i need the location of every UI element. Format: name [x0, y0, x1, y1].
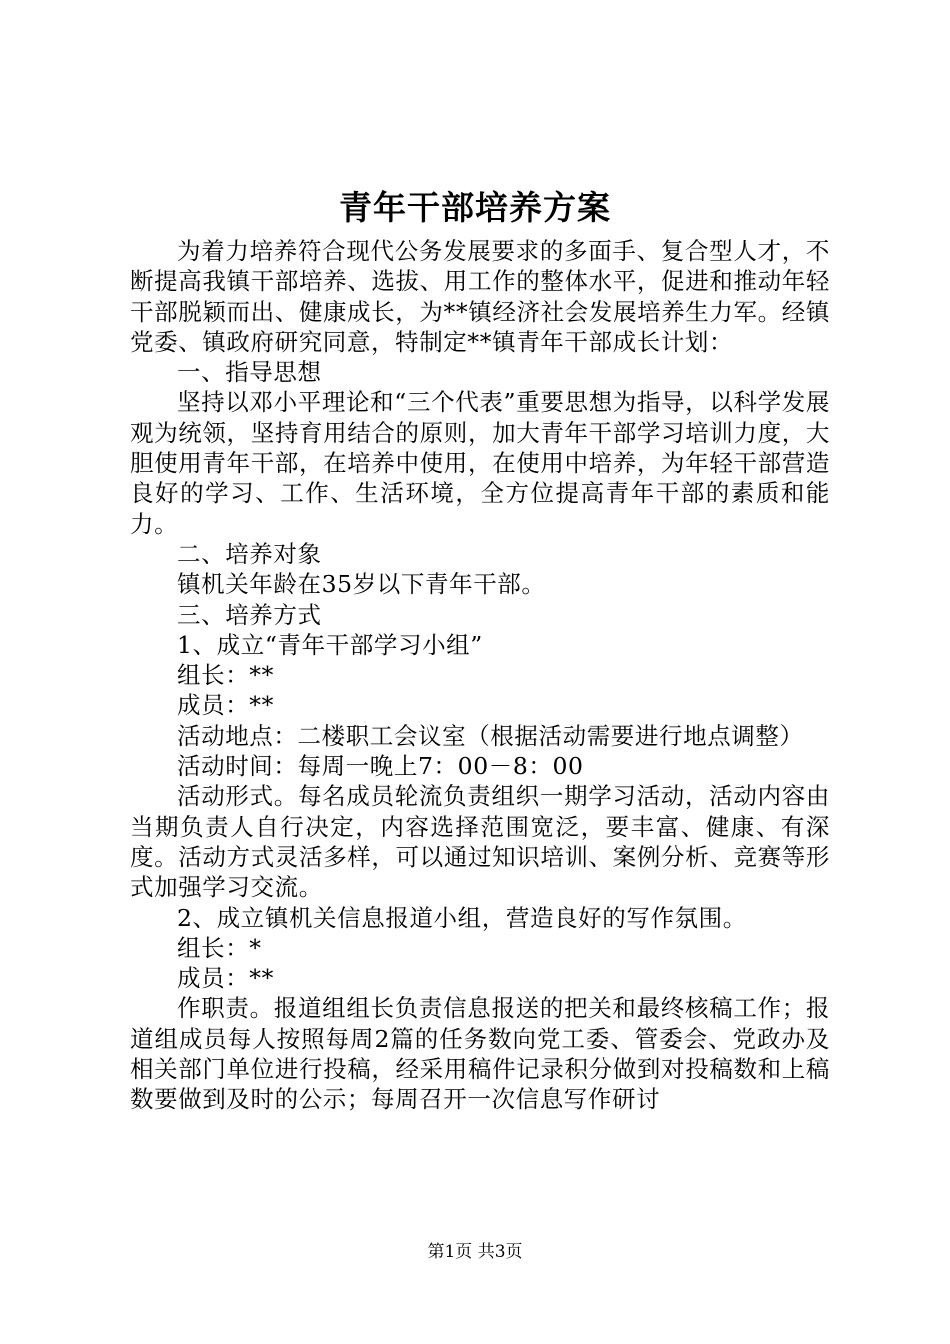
- activity-location: 活动地点：二楼职工会议室（根据活动需要进行地点调整）: [177, 721, 804, 750]
- guiding-thought-paragraph: 坚持以邓小平理论和“三个代表”重要思想为指导，以科学发展观为统领，坚持育用结合的原则，加大青年干部学习培训力度，大胆使用青年干部，在培养中使用，在使用中培养，为年轻干部营造良好的学习、工作、生活环境，全方位提高青年干部的素质和能力。: [130, 388, 830, 538]
- section-heading-training-method: 三、培养方式: [177, 600, 322, 629]
- document-body: [130, 236, 830, 1115]
- news-group-members: 成员：**: [177, 964, 274, 993]
- activity-time: 活动时间：每周一晚上7：00－8：00: [177, 752, 584, 781]
- study-group-members: 成员：**: [177, 691, 274, 720]
- study-group-heading: 1、成立“青年干部学习小组”: [177, 630, 483, 659]
- news-group-heading: 2、成立镇机关信息报道小组，营造良好的写作氛围。: [177, 903, 747, 932]
- document-title: 青年干部培养方案: [339, 188, 611, 227]
- news-group-duties-paragraph: 作职责。报道组组长负责信息报送的把关和最终核稿工作；报道组成员每人按照每周2篇的任务数向党工委、管委会、党政办及相关部门单位进行投稿，经采用稿件记录积分做到对投稿数和上稿数要做到及时的公示；每周召开一次信息写作研讨: [130, 994, 830, 1114]
- training-target-paragraph: 镇机关年龄在35岁以下青年干部。: [177, 570, 546, 599]
- activity-format-paragraph: 活动形式。每名成员轮流负责组织一期学习活动，活动内容由当期负责人自行决定，内容选择范围宽泛，要丰富、健康、有深度。活动方式灵活多样，可以通过知识培训、案例分析、竞赛等形式加强学习交流。: [130, 782, 830, 902]
- intro-paragraph: 为着力培养符合现代公务发展要求的多面手、复合型人才，不断提高我镇干部培养、选拔、用工作的整体水平，促进和推动年轻干部脱颖而出、健康成长，为**镇经济社会发展培养生力军。经镇党委、镇政府研究同意，特制定**镇青年干部成长计划：: [130, 237, 830, 356]
- news-group-leader: 组长：*: [177, 933, 262, 962]
- section-heading-training-target: 二、培养对象: [177, 539, 322, 568]
- page-footer: 第1页 共3页: [427, 1242, 523, 1262]
- section-heading-guiding-thought: 一、指导思想: [177, 358, 322, 387]
- study-group-leader: 组长：**: [177, 661, 274, 690]
